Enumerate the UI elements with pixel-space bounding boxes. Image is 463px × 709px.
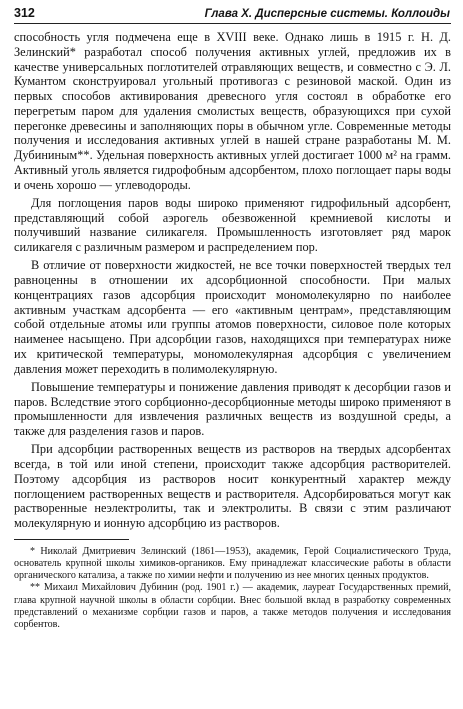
paragraph-active-centers: В отличие от поверхности жидкостей, не все точки поверхностей твердых тел равноценны в отношении их адсорбционной способности. При малых концентрациях газов адсорбция происходит мономолекулярно по наиболее активным участкам адсорбента — его «активным центрам», представляющим собой отдельные атомы или группы атомов поверхности, силовое поле которых наименее насыщено. При адсорбции газов, находящихся при температурах ниже их критической температуры, мономолекулярная адсорбция с увеличением давления может переходить в полимолекулярную. — [14, 258, 451, 376]
main-text — [14, 30, 451, 531]
paragraph-activated-carbon: способность угля подмечена еще в XVIII веке. Однако лишь в 1915 г. Н. Д. Зелинский* разработал способ получения активных углей, предложив их в качестве универсальных поглотителей отравляющих веществ, и совместно с Э. Л. Кумантом сконструировал угольный противогаз с резиновой маской. Один из первых способов активирования древесного угля состоял в обработке его перегретым паром для удаления смолистых веществ, образующихся при сухой перегонке древесины и заполняющих поры в обычном угле. Современные методы получения и исследования активных углей в нашей стране разработаны М. М. Дубининым**. Удельная поверхность активных углей достигает 1000 м² на грамм. Активный уголь является гидрофобным адсорбентом, плохо поглощает пары воды и очень хорошо — углеводороды. — [14, 30, 451, 192]
paragraph-solution-adsorption: При адсорбции растворенных веществ из растворов на твердых адсорбентах всегда, в той или иной степени, происходит также адсорбция растворителей. Поэтому адсорбция из растворов носит конкурентный характер между поглощением растворенных веществ и растворителя. Адсорбироваться могут как растворенные неэлектролиты, так и электролиты. В связи с этим различают молекулярную и ионную адсорбцию из растворов. — [14, 442, 451, 530]
page-header — [14, 6, 451, 24]
footnote-dubinin: ** Михаил Михайлович Дубинин (род. 1901 г.) — академик, лауреат Государственных премий, глава крупной научной школы в области сорбции. Внес большой вклад в разработку современных представлений о механизме сорбции газов и паров, а также методов получения и исследования сорбентов. — [14, 582, 451, 630]
footnote-zelinsky: * Николай Дмитриевич Зелинский (1861—1953), академик, Герой Социалистического Труда, основатель крупной школы химиков-органиков. Ему принадлежат классические работы в области органического катализа, а также по химии нефти и получению из нее многих ценных продуктов. — [14, 545, 451, 582]
paragraph-desorption: Повышение температуры и понижение давления приводят к десорбции газов и паров. Вследствие этого сорбционно-десорбционные методы широко применяют в промышленности для извлечения различных веществ из воздушной среды, а также для разделения газов и паров. — [14, 379, 451, 438]
page-number: 312 — [14, 6, 35, 20]
footnote-divider — [14, 539, 129, 540]
running-title: Глава X. Дисперсные системы. Коллоиды — [204, 8, 450, 20]
paragraph-silica-gel: Для поглощения паров воды широко применяют гидрофильный адсорбент, представляющий собой аэрогель обезвоженной кремниевой кислоты и получивший название силикагеля. Промышленность изготовляет ряд марок силикагеля с различным размером и распределением пор. — [14, 195, 451, 254]
footnotes — [14, 546, 451, 631]
